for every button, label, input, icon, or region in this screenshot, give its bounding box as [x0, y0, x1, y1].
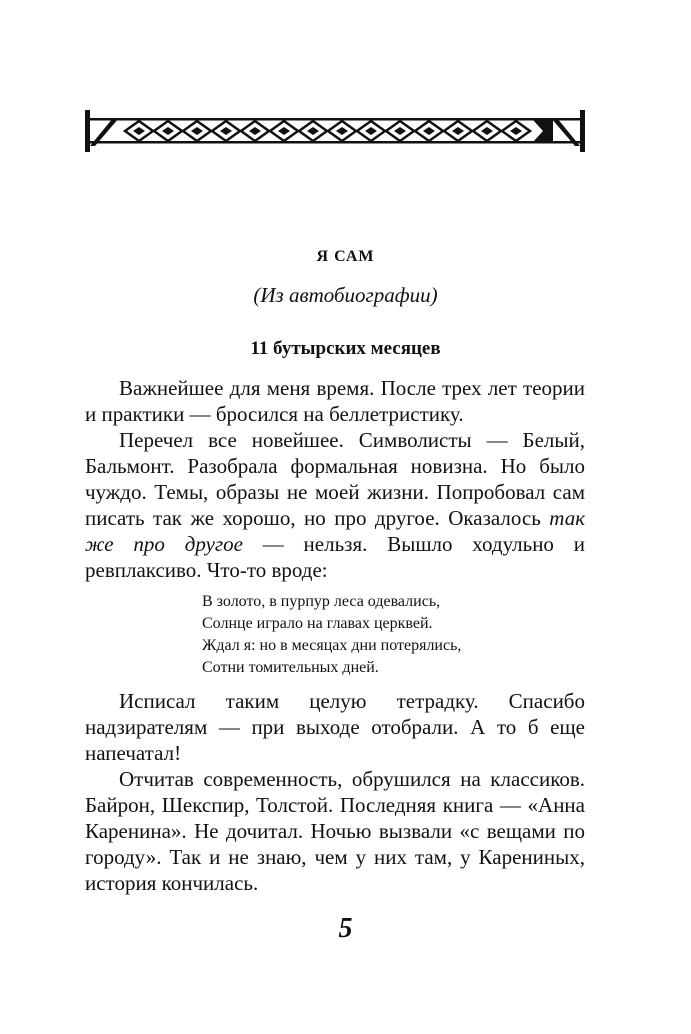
- poem: [202, 591, 461, 679]
- paragraph-text: Перечел все новейшее. Символисты — Белый, Бальмонт. Разобрала формальная новизна. Но было чуждо. Темы, образы не моей жизни. Попробовал сам писать так же хорошо, но про другое. Оказалось: [85, 428, 585, 530]
- chapter-title: 11 бутырских месяцев: [250, 338, 441, 359]
- section-title: Я САМ: [316, 248, 375, 265]
- page-number: 5: [338, 913, 353, 944]
- ornament-border: [85, 110, 585, 152]
- poem-line: В золото, в пурпур леса одевались,: [202, 593, 441, 610]
- poem-line: Сотни томительных дней.: [202, 659, 379, 676]
- italic-phrase: так же про другое: [85, 506, 586, 556]
- text-block-top: [85, 375, 585, 583]
- paragraph: [85, 427, 585, 583]
- paragraph: Исписал таким целую тетрадку. Спасибо надзирателям — при выходе отобрали. А то б еще напечатал!: [85, 689, 585, 765]
- section-subtitle: (Из автобиографии): [253, 283, 438, 307]
- poem-line: Солнце играло на главах церквей.: [202, 615, 433, 632]
- paragraph: Отчитав современность, обрушился на классиков. Байрон, Шекспир, Толстой. Последняя книга — «Анна Каренина». Не дочитал. Ночью вызвали «с вещами по городу». Так и не знаю, чем у них там, у Карениных, история кончилась.: [85, 767, 585, 895]
- poem-line: Ждал я: но в месяцах дни потерялись,: [202, 637, 462, 654]
- paragraph-text: — нельзя. Вышло ходульно и ревплаксиво. Что-то вроде:: [85, 532, 585, 582]
- paragraph: Важнейшее для меня время. После трех лет теории и практики — бросился на беллетристику.: [85, 376, 585, 426]
- text-block-bottom: [85, 688, 585, 896]
